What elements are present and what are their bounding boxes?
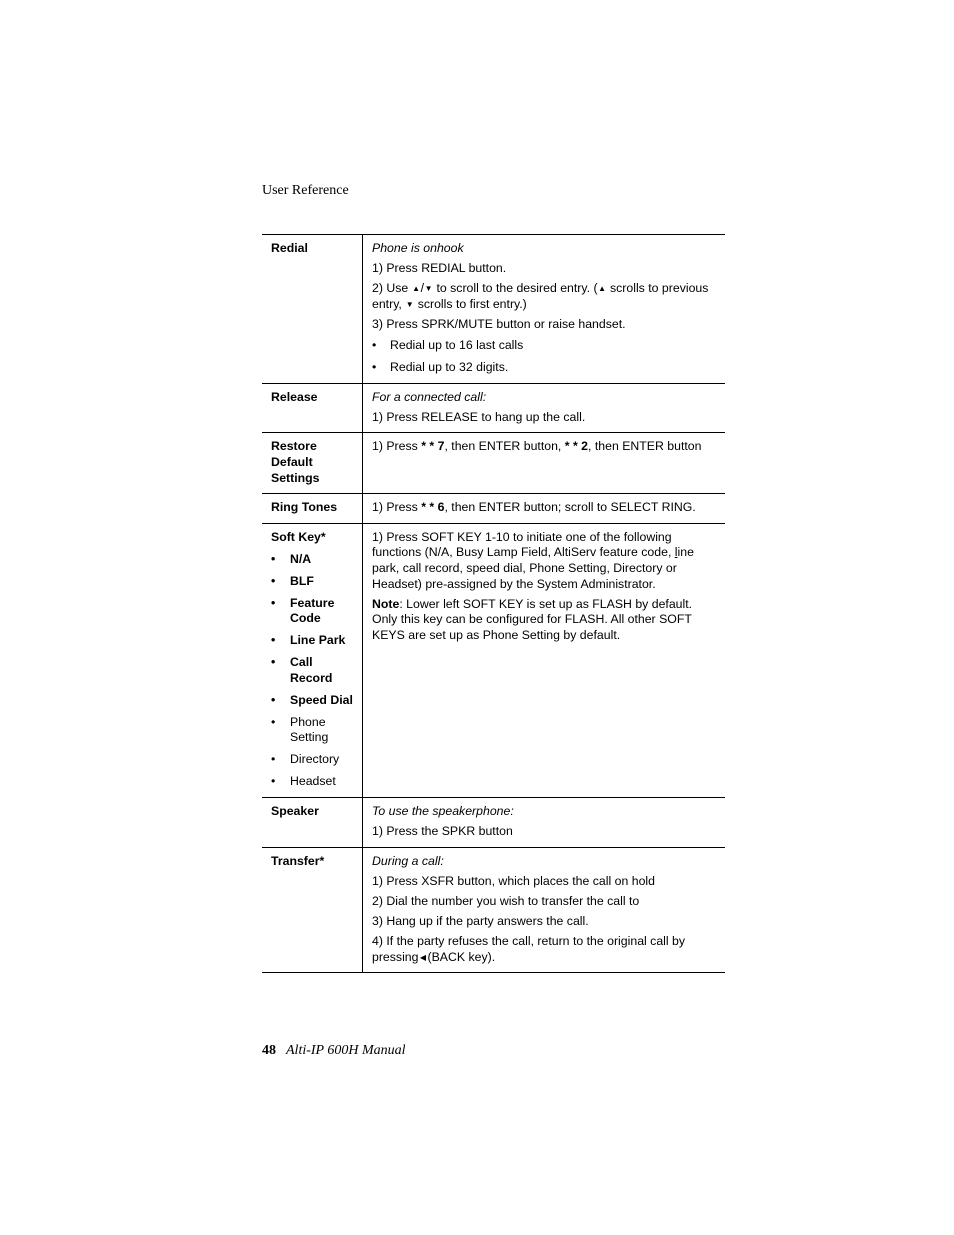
feature-cell xyxy=(262,523,363,797)
page-footer xyxy=(262,1043,406,1059)
table-row-speaker xyxy=(262,797,725,847)
feature-description xyxy=(363,847,726,973)
feature-name: Restore Default Settings xyxy=(262,433,363,494)
step-text: 1) Press the SPKR button xyxy=(372,824,513,839)
list-item: • Redial up to 32 digits. xyxy=(372,360,716,376)
step-text: 3) Hang up if the party answers the call. xyxy=(372,913,589,928)
condition-text: Phone is onhook xyxy=(372,241,464,255)
list-item: • BLF xyxy=(271,574,353,590)
condition-text: During a call: xyxy=(372,853,444,868)
step-text: 1) Press * * 6, then ENTER button; scroll to SELECT RING. xyxy=(372,500,696,515)
step-text: 4) If the party refuses the call, return to the original call by pressing◀(BACK key). xyxy=(372,934,686,964)
down-arrow-icon: ▼ xyxy=(405,299,414,309)
step-text: 1) Press REDIAL button. xyxy=(372,261,507,276)
up-arrow-icon: ▲ xyxy=(598,284,607,294)
list-item: • Phone Setting xyxy=(271,715,353,746)
feature-name: Ring Tones xyxy=(262,494,363,524)
step-text: 3) Press SPRK/MUTE button or raise handset. xyxy=(372,316,626,331)
feature-name: Redial xyxy=(262,235,363,384)
feature-name: Speaker xyxy=(262,797,363,847)
list-item: • N/A xyxy=(271,552,353,568)
list-item: • Redial up to 16 last calls xyxy=(372,338,716,354)
step-text: 1) Press SOFT KEY 1-10 to initiate one of the following functions (N/A, Busy Lamp Field, AltiServ feature code, line park, call record, speed dial, Phone Setting, Directory or Headset) pre-assigned by the System Administrator. xyxy=(372,529,694,591)
list-item: • Feature Code xyxy=(271,596,353,627)
list-item: • Call Record xyxy=(271,655,353,686)
down-arrow-icon: ▼ xyxy=(424,284,433,294)
soft-key-options xyxy=(271,552,353,790)
left-arrow-icon: ◀ xyxy=(419,952,427,962)
feature-name: Soft Key* xyxy=(271,529,326,544)
list-item: • Speed Dial xyxy=(271,693,353,709)
feature-description xyxy=(363,797,726,847)
manual-title: Alti-IP 600H Manual xyxy=(286,1043,406,1058)
feature-description xyxy=(363,523,726,797)
feature-description xyxy=(363,494,726,524)
list-item: • Directory xyxy=(271,752,353,768)
table-row-ring-tones xyxy=(262,494,725,524)
feature-name: Release xyxy=(262,383,363,433)
feature-description xyxy=(363,235,726,384)
step-text: 1) Press XSFR button, which places the call on hold xyxy=(372,873,655,888)
list-item: • Line Park xyxy=(271,633,353,649)
feature-description xyxy=(363,433,726,494)
feature-description xyxy=(363,383,726,433)
step-text: 1) Press RELEASE to hang up the call. xyxy=(372,409,586,424)
bullet-list xyxy=(372,338,716,375)
table-row-release xyxy=(262,383,725,433)
page-number: 48 xyxy=(262,1043,276,1058)
step-text: 2) Dial the number you wish to transfer the call to xyxy=(372,893,640,908)
feature-name: Transfer* xyxy=(262,847,363,973)
table-row-redial xyxy=(262,235,725,384)
condition-text: To use the speakerphone: xyxy=(372,803,514,818)
up-arrow-icon: ▲ xyxy=(412,284,421,294)
table-row-soft-key xyxy=(262,523,725,797)
table-row-transfer xyxy=(262,847,725,973)
condition-text: For a connected call: xyxy=(372,389,487,404)
reference-table xyxy=(262,234,725,973)
step-text: 2) Use ▲/▼ to scroll to the desired entry. (▲ scrolls to previous entry, ▼ scrolls to first entry.) xyxy=(372,281,709,311)
step-text: 1) Press * * 7, then ENTER button, * * 2, then ENTER button xyxy=(372,439,702,454)
running-header: User Reference xyxy=(262,183,349,198)
list-item: • Headset xyxy=(271,774,353,790)
table-row-restore-defaults xyxy=(262,433,725,494)
note-text: Note: Lower left SOFT KEY is set up as FLASH by default. Only this key can be configured for FLASH. All other SOFT KEYS are set up as Phone Setting by default. xyxy=(372,596,693,642)
